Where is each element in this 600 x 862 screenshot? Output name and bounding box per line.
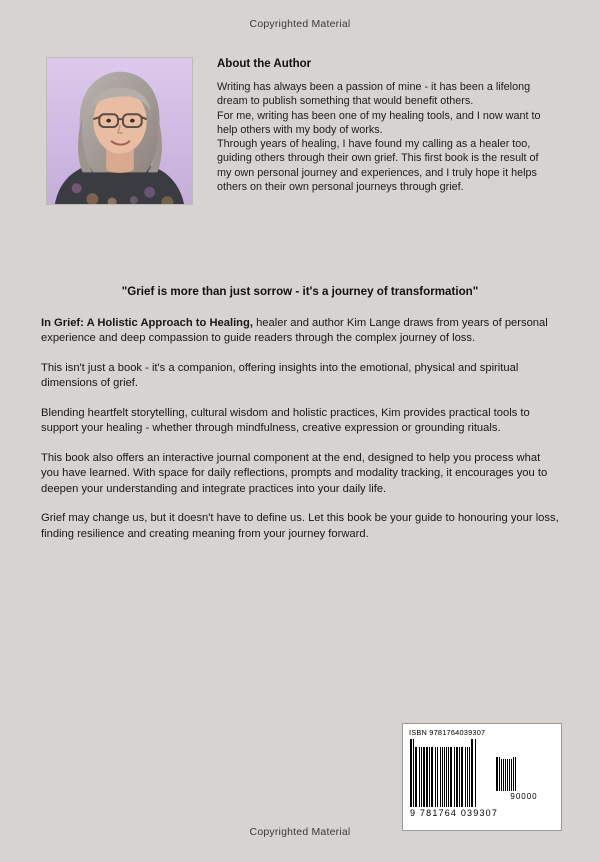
ean5-digits: 90000 xyxy=(510,792,538,801)
blurb-paragraph: This book also offers an interactive journal component at the end, designed to help you process what you have learned. With space for daily reflections, prompts and modality tracking, it encourages you to deepen your understanding and integrate practices into your daily life. xyxy=(41,451,548,495)
blurb-paragraph: Blending heartfelt storytelling, cultural wisdom and holistic practices, Kim provides practical tools to support your healing - whether through mindfulness, creative expression or grounding rituals. xyxy=(41,406,530,435)
barcode-graphic xyxy=(408,739,556,831)
author-text-column xyxy=(217,57,555,194)
author-paragraph: For me, writing has been one of my healing tools, and I now want to help others with my body of works. xyxy=(217,109,541,136)
copyright-notice-bottom: Copyrighted Material xyxy=(249,826,351,838)
ean5-bars xyxy=(496,757,552,791)
blurb-intro-paragraph xyxy=(41,316,559,347)
blurb-intro-rest: healer and author Kim Lange draws from years of personal experience and deep compassion to guide readers through the complex journey of loss. xyxy=(41,317,548,345)
blurb-paragraph: Grief may change us, but it doesn't have to define us. Let this book be your guide to honouring your loss, finding resilience and creating meaning from your journey forward. xyxy=(41,512,559,540)
isbn-label: ISBN 9781764039307 xyxy=(409,728,486,737)
book-title-bold: In Grief: A Holistic Approach to Healing, xyxy=(41,317,253,329)
ean5-addon xyxy=(496,757,552,801)
author-heading: About the Author xyxy=(217,58,312,70)
isbn-barcode xyxy=(402,723,562,831)
pull-quote: "Grief is more than just sorrow - it's a journey of transformation" xyxy=(121,285,479,298)
ean13-digits: 9 781764 039307 xyxy=(410,808,499,818)
about-the-author-section xyxy=(46,57,556,205)
book-description-section xyxy=(41,285,559,542)
blurb-paragraph: This isn't just a book - it's a companion, offering insights into the emotional, physical and spiritual dimensions of grief. xyxy=(41,361,519,390)
author-portrait-graphic xyxy=(47,58,192,204)
author-paragraph: Writing has always been a passion of mine - it has been a lifelong dream to publish something that would benefit others. xyxy=(217,81,531,108)
author-paragraph: Through years of healing, I have found my calling as a healer too, guiding others through their own grief. This first book is the result of my own personal journey and experiences, and I truly hope it helps others on their own personal journeys through grief. xyxy=(217,138,539,193)
copyright-notice-top: Copyrighted Material xyxy=(249,18,351,30)
author-portrait-image xyxy=(46,57,193,205)
